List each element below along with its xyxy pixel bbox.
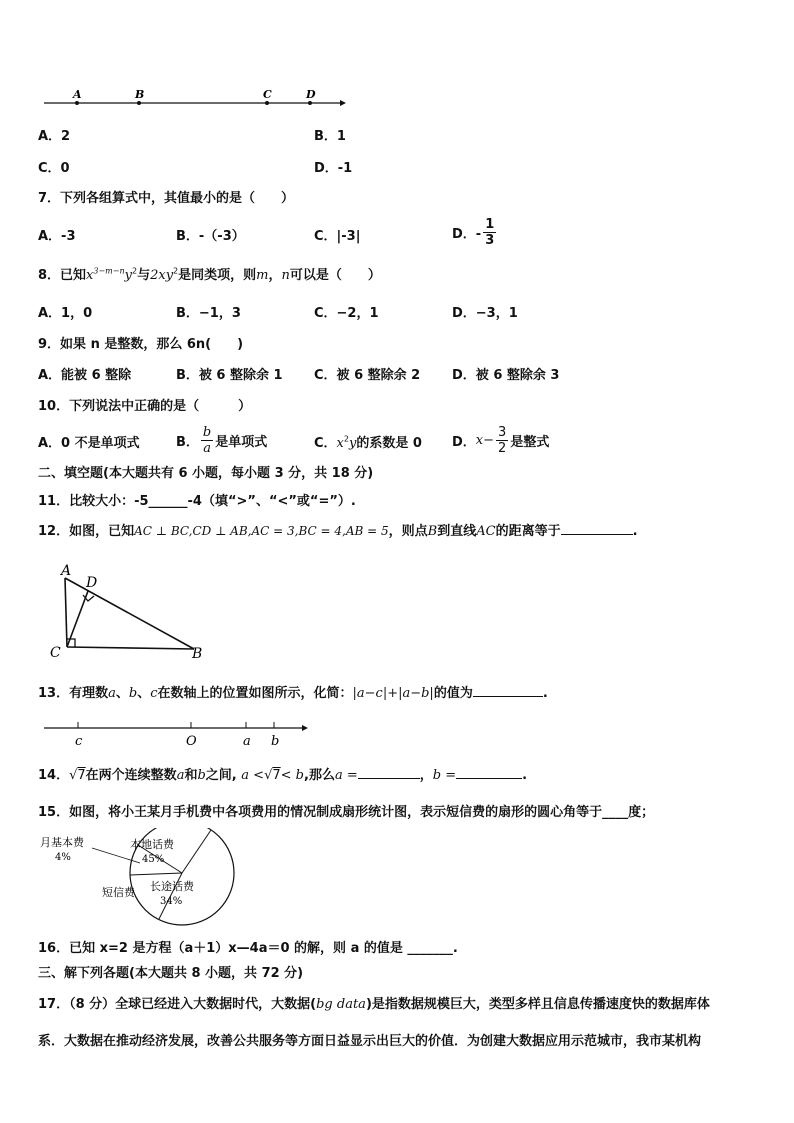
pie-label-base-fee: 月基本费 (40, 836, 84, 849)
label-c: C (263, 88, 272, 101)
q9-option-b: B．被 6 整除余 1 (176, 368, 283, 383)
tick-label-b: b (271, 734, 280, 749)
q8-stem: 8．已知$x^{3-m-n}y^2$与$2xy^2$是同类项，则m，n可以是（ ） (38, 266, 381, 283)
q7-option-d: D．- $\frac{1}{3}$ (452, 216, 495, 248)
triangle-label-b: B (192, 646, 203, 662)
q11-text: 11．比较大小：-5______-4（填“>”、“<”或“=”）. (38, 494, 356, 509)
point-d (308, 101, 312, 105)
q7-option-b: B．-（-3） (176, 229, 245, 244)
q10-stem: 10．下列说法中正确的是（ ） (38, 399, 252, 414)
pie-label-local: 本地话费 (130, 838, 174, 851)
triangle-label-a: A (61, 563, 72, 579)
q6-option-a: A．2 (38, 129, 71, 144)
q6-option-c: C．0 (38, 161, 70, 176)
point-b (137, 101, 141, 105)
q10-option-a: A．0 不是单项式 (38, 436, 140, 451)
section-2-heading: 二、填空题(本大题共有 6 小题，每小题 3 分，共 18 分) (38, 466, 374, 481)
q8-option-a: A．1，0 (38, 306, 93, 321)
q7-stem: 7．下列各组算式中，其值最小的是（ ） (38, 191, 295, 206)
pie-label-long-distance: 长途话费 (150, 880, 194, 893)
number-line-coab (40, 718, 320, 752)
tick-label-o: O (186, 734, 197, 749)
triangle-figure (44, 562, 214, 662)
q14-answer-blank-b (456, 766, 522, 779)
triangle-label-c: C (50, 645, 61, 661)
q14-text: 14．√7在两个连续整数a和b之间, a <√7< b,那么a = ，b = . (38, 768, 528, 783)
pie-label-sms: 短信费 (102, 886, 135, 899)
q9-option-d: D．被 6 整除余 3 (452, 368, 560, 383)
label-b: B (135, 88, 145, 101)
label-d: D (306, 88, 316, 101)
pie-chart-figure (36, 828, 236, 926)
q15-text: 15．如图，将小王某月手机费中各项费用的情况制成扇形统计图，表示短信费的扇形的圆心角等于____度； (38, 805, 655, 820)
section-3-heading: 三、解下列各题(本大题共 8 小题，共 72 分) (38, 966, 304, 981)
q8-option-c: C．−2，1 (314, 306, 379, 321)
q8-option-b: B．−1，3 (176, 306, 241, 321)
triangle-label-d: D (86, 575, 98, 591)
q14-answer-blank-a (358, 766, 420, 779)
q12-text: 12．如图，已知AC ⊥ BC,CD ⊥ AB,AC = 3,BC = 4,AB = 5，则点B到直线AC的距离等于 . (38, 524, 638, 539)
q17-line-1: 17．（8 分）全球已经进入大数据时代，大数据(bg data)是指数据规模巨大，类型多样且信息传播速度快的数据库体 (38, 997, 710, 1012)
q9-option-a: A．能被 6 整除 (38, 368, 132, 383)
q7-option-a: A．-3 (38, 229, 76, 244)
q17-line-2: 系．大数据在推动经济发展，改善公共服务等方面日益显示出巨大的价值．为创建大数据应用示范城市，我市某机构 (38, 1034, 702, 1049)
q8-option-d: D．−3，1 (452, 306, 518, 321)
q10-option-b: B． $\frac{b}{a}$ 是单项式 (176, 424, 268, 456)
q6-option-b: B．1 (314, 129, 346, 144)
q7-option-c: C．|-3| (314, 229, 361, 244)
q13-text: 13．有理数a、b、c在数轴上的位置如图所示，化简：|a−c|+|a−b|的值为 . (38, 686, 548, 701)
pie-pct-long-distance: 34% (160, 896, 183, 907)
q12-answer-blank (561, 522, 633, 535)
q10-option-c: C．$x^2y$的系数是 0 (314, 434, 422, 451)
number-line-abcd (40, 86, 350, 112)
q13-answer-blank (473, 684, 543, 697)
q10-option-d: D． x− $\frac{3}{2}$ 是整式 (452, 424, 550, 456)
q6-option-d: D．-1 (314, 161, 353, 176)
point-a (75, 101, 79, 105)
point-c (265, 101, 269, 105)
pie-pct-local: 45% (142, 854, 165, 865)
q9-option-c: C．被 6 整除余 2 (314, 368, 421, 383)
label-a: A (73, 88, 82, 101)
q16-text: 16．已知 x=2 是方程（a＋1）x—4a＝0 的解，则 a 的值是 _______. (38, 941, 458, 956)
tick-label-c: c (75, 734, 83, 749)
q9-stem: 9．如果 n 是整数，那么 6n( ) (38, 337, 244, 352)
pie-pct-base-fee: 4% (55, 852, 71, 863)
tick-label-a: a (243, 734, 251, 749)
